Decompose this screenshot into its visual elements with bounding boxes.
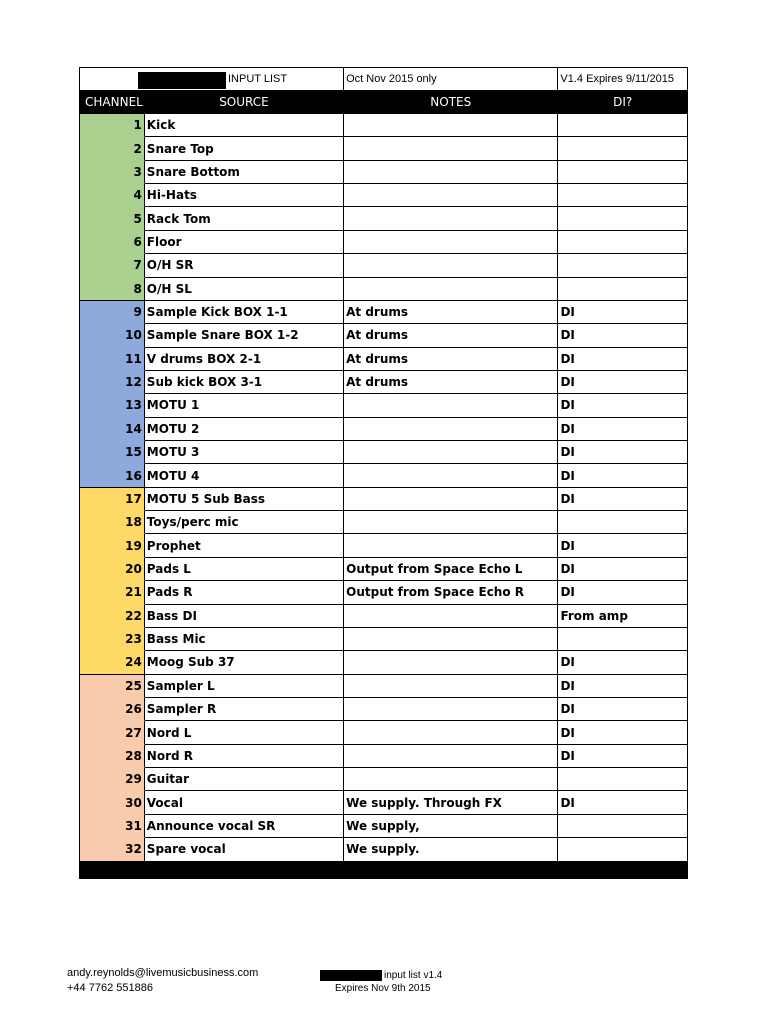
channel-number: 30 <box>80 791 145 814</box>
source-cell: Vocal <box>145 791 344 814</box>
header-notes: NOTES <box>344 91 558 114</box>
table-row <box>80 488 687 511</box>
di-cell: DI <box>558 418 687 441</box>
channel-number: 12 <box>80 371 145 394</box>
channel-number: 2 <box>80 137 145 160</box>
di-cell <box>558 207 687 230</box>
di-cell <box>558 231 687 254</box>
input-list-table <box>79 67 688 879</box>
contact-block <box>67 966 258 996</box>
channel-number: 4 <box>80 184 145 207</box>
table-row <box>80 184 687 207</box>
source-cell: Toys/perc mic <box>145 511 344 534</box>
channel-number: 32 <box>80 838 145 861</box>
di-cell: DI <box>558 301 687 324</box>
notes-cell <box>344 721 558 744</box>
channel-number: 11 <box>80 348 145 371</box>
notes-cell <box>344 394 558 417</box>
channel-number: 29 <box>80 768 145 791</box>
source-cell: Nord R <box>145 745 344 768</box>
table-row <box>80 534 687 557</box>
notes-cell: At drums <box>344 348 558 371</box>
table-row <box>80 605 687 628</box>
di-cell: DI <box>558 534 687 557</box>
source-cell: Sample Snare BOX 1-2 <box>145 324 344 347</box>
source-cell: Hi-Hats <box>145 184 344 207</box>
notes-cell <box>344 207 558 230</box>
notes-cell: We supply. <box>344 838 558 861</box>
table-row <box>80 464 687 487</box>
redaction-bar <box>320 970 382 981</box>
channel-number: 27 <box>80 721 145 744</box>
notes-cell <box>344 698 558 721</box>
channel-number: 26 <box>80 698 145 721</box>
channel-number: 19 <box>80 534 145 557</box>
source-cell: Bass DI <box>145 605 344 628</box>
document-expiry: Expires Nov 9th 2015 <box>335 983 431 994</box>
channel-number: 25 <box>80 675 145 698</box>
di-cell <box>558 161 687 184</box>
channel-number: 13 <box>80 394 145 417</box>
table-row <box>80 651 687 674</box>
table-row <box>80 698 687 721</box>
di-cell <box>558 628 687 651</box>
channel-number: 14 <box>80 418 145 441</box>
source-cell: MOTU 5 Sub Bass <box>145 488 344 511</box>
source-cell: Pads R <box>145 581 344 604</box>
notes-cell <box>344 488 558 511</box>
table-row <box>80 254 687 277</box>
table-row <box>80 581 687 604</box>
table-footer-bar <box>80 862 687 878</box>
source-cell: O/H SR <box>145 254 344 277</box>
notes-cell <box>344 254 558 277</box>
source-cell: Sample Kick BOX 1-1 <box>145 301 344 324</box>
header-di: DI? <box>558 91 687 114</box>
header-source: SOURCE <box>145 91 344 114</box>
channel-number: 15 <box>80 441 145 464</box>
notes-cell <box>344 441 558 464</box>
table-row <box>80 301 687 324</box>
table-row <box>80 114 687 137</box>
source-cell: MOTU 3 <box>145 441 344 464</box>
notes-cell <box>344 137 558 160</box>
document-name: input list v1.4 <box>384 970 443 981</box>
dates-cell: Oct Nov 2015 only <box>344 68 558 91</box>
notes-cell <box>344 651 558 674</box>
table-row <box>80 161 687 184</box>
notes-cell <box>344 231 558 254</box>
channel-number: 6 <box>80 231 145 254</box>
channel-number: 18 <box>80 511 145 534</box>
channel-number: 5 <box>80 207 145 230</box>
di-cell: DI <box>558 675 687 698</box>
source-cell: Spare vocal <box>145 838 344 861</box>
table-row <box>80 511 687 534</box>
source-cell: Sampler L <box>145 675 344 698</box>
di-cell: DI <box>558 441 687 464</box>
table-row <box>80 721 687 744</box>
di-cell: DI <box>558 558 687 581</box>
table-row <box>80 394 687 417</box>
channel-number: 17 <box>80 488 145 511</box>
notes-cell: Output from Space Echo R <box>344 581 558 604</box>
notes-cell <box>344 745 558 768</box>
version-cell: V1.4 Expires 9/11/2015 <box>558 68 687 91</box>
di-cell: DI <box>558 651 687 674</box>
source-cell: Moog Sub 37 <box>145 651 344 674</box>
source-cell: MOTU 4 <box>145 464 344 487</box>
di-cell <box>558 114 687 137</box>
source-cell: Snare Top <box>145 137 344 160</box>
channel-number: 22 <box>80 605 145 628</box>
table-row <box>80 348 687 371</box>
di-cell: DI <box>558 791 687 814</box>
source-cell: Sampler R <box>145 698 344 721</box>
list-title: INPUT LIST <box>228 73 288 85</box>
source-cell: Prophet <box>145 534 344 557</box>
notes-cell: At drums <box>344 301 558 324</box>
table-row <box>80 324 687 347</box>
notes-cell <box>344 628 558 651</box>
channel-number: 28 <box>80 745 145 768</box>
di-cell <box>558 511 687 534</box>
notes-cell: At drums <box>344 371 558 394</box>
notes-cell <box>344 114 558 137</box>
table-row <box>80 768 687 791</box>
di-cell <box>558 254 687 277</box>
table-row <box>80 745 687 768</box>
source-cell: Guitar <box>145 768 344 791</box>
title-cell <box>80 68 344 91</box>
notes-cell: We supply. Through FX <box>344 791 558 814</box>
source-cell: O/H SL <box>145 278 344 301</box>
header-channel: CHANNEL <box>80 91 145 114</box>
channel-rows <box>80 114 687 862</box>
notes-cell <box>344 184 558 207</box>
source-cell: Floor <box>145 231 344 254</box>
channel-number: 8 <box>80 278 145 301</box>
source-cell: Announce vocal SR <box>145 815 344 838</box>
di-cell <box>558 137 687 160</box>
column-header-row <box>80 91 687 114</box>
table-row <box>80 278 687 301</box>
channel-number: 31 <box>80 815 145 838</box>
channel-number: 24 <box>80 651 145 674</box>
source-cell: Rack Tom <box>145 207 344 230</box>
source-cell: Nord L <box>145 721 344 744</box>
source-cell: Kick <box>145 114 344 137</box>
di-cell: DI <box>558 324 687 347</box>
document-info <box>320 969 480 995</box>
table-row <box>80 207 687 230</box>
di-cell: DI <box>558 721 687 744</box>
di-cell: DI <box>558 745 687 768</box>
channel-number: 7 <box>80 254 145 277</box>
table-row <box>80 558 687 581</box>
di-cell <box>558 184 687 207</box>
notes-cell: At drums <box>344 324 558 347</box>
channel-number: 20 <box>80 558 145 581</box>
table-row <box>80 418 687 441</box>
source-cell: MOTU 2 <box>145 418 344 441</box>
di-cell: DI <box>558 464 687 487</box>
di-cell <box>558 768 687 791</box>
channel-number: 9 <box>80 301 145 324</box>
table-row <box>80 791 687 814</box>
notes-cell <box>344 675 558 698</box>
notes-cell <box>344 278 558 301</box>
di-cell <box>558 815 687 838</box>
table-row <box>80 675 687 698</box>
di-cell: DI <box>558 581 687 604</box>
channel-number: 16 <box>80 464 145 487</box>
contact-phone: +44 7762 551886 <box>67 982 153 994</box>
di-cell: From amp <box>558 605 687 628</box>
source-cell: Snare Bottom <box>145 161 344 184</box>
channel-number: 1 <box>80 114 145 137</box>
notes-cell <box>344 605 558 628</box>
di-cell: DI <box>558 371 687 394</box>
di-cell: DI <box>558 394 687 417</box>
table-row <box>80 231 687 254</box>
source-cell: Sub kick BOX 3-1 <box>145 371 344 394</box>
table-row <box>80 838 687 861</box>
notes-cell <box>344 464 558 487</box>
table-row <box>80 371 687 394</box>
notes-cell <box>344 768 558 791</box>
table-row <box>80 815 687 838</box>
di-cell: DI <box>558 488 687 511</box>
di-cell <box>558 838 687 861</box>
contact-email: andy.reynolds@livemusicbusiness.com <box>67 967 259 979</box>
di-cell: DI <box>558 348 687 371</box>
notes-cell: Output from Space Echo L <box>344 558 558 581</box>
di-cell <box>558 278 687 301</box>
redaction-bar <box>138 72 226 89</box>
source-cell: MOTU 1 <box>145 394 344 417</box>
table-row <box>80 137 687 160</box>
channel-number: 3 <box>80 161 145 184</box>
notes-cell: We supply, <box>344 815 558 838</box>
source-cell: Pads L <box>145 558 344 581</box>
table-row <box>80 628 687 651</box>
channel-number: 10 <box>80 324 145 347</box>
notes-cell <box>344 534 558 557</box>
channel-number: 23 <box>80 628 145 651</box>
di-cell: DI <box>558 698 687 721</box>
channel-number: 21 <box>80 581 145 604</box>
notes-cell <box>344 418 558 441</box>
source-cell: V drums BOX 2-1 <box>145 348 344 371</box>
title-row <box>80 68 687 91</box>
table-row <box>80 441 687 464</box>
notes-cell <box>344 161 558 184</box>
notes-cell <box>344 511 558 534</box>
source-cell: Bass Mic <box>145 628 344 651</box>
